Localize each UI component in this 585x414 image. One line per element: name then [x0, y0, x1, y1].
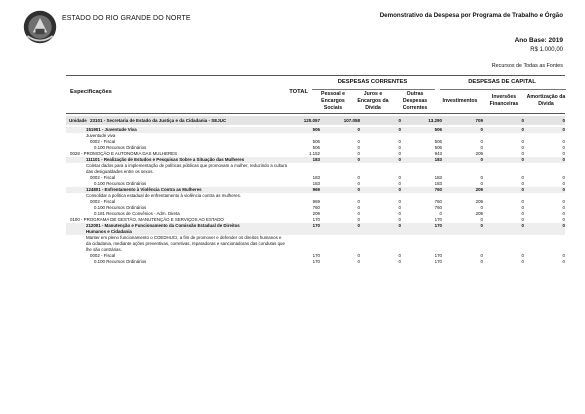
header-top-rule	[66, 75, 565, 76]
row-value: 760	[434, 187, 442, 192]
row-value: 0	[480, 157, 483, 162]
row-value: 0	[480, 175, 483, 180]
row-value: 760	[312, 205, 320, 210]
col-juros-header: Juros e Encargos da Dívida	[357, 91, 389, 111]
row-value: 506	[312, 145, 320, 150]
group-capital-underline	[440, 89, 566, 90]
row-value: 0	[357, 253, 360, 258]
row-value: 0	[398, 181, 401, 186]
col-investimentos-header: Investimentos	[442, 98, 478, 104]
especificacoes-header: Especificações	[70, 89, 112, 95]
row-label: 0028 - PROMOÇÃO E AUTONOMIA DAS MULHERES	[70, 151, 178, 156]
row-value: 0	[521, 205, 524, 210]
row-value: 0	[562, 217, 565, 222]
row-label: 0.100 Recursos Ordinários	[94, 181, 147, 186]
group-despesas-correntes: DESPESAS CORRENTES	[337, 79, 408, 85]
header-bottom-rule	[66, 113, 565, 114]
row-value: 0	[357, 151, 360, 156]
row-label: das desigualdades entre os sexos.	[86, 169, 154, 174]
row-label: Humanos e Cidadania	[86, 229, 132, 234]
table-row	[66, 259, 565, 265]
row-value: 0	[562, 145, 565, 150]
row-value: 0	[357, 157, 360, 162]
row-value: 0	[562, 175, 565, 180]
row-label: Juventude viva	[86, 133, 116, 138]
row-value: 0	[521, 253, 524, 258]
state-name: ESTADO DO RIO GRANDE DO NORTE	[62, 15, 191, 22]
row-value: 0	[398, 217, 401, 222]
row-value: 0	[480, 217, 483, 222]
unidade-value: 107.058	[343, 117, 360, 123]
col-pessoal-header: Pessoal e Encargos Sociais	[321, 91, 345, 111]
row-value: 0	[521, 211, 524, 216]
row-value: 969	[312, 199, 320, 204]
row-value: 506	[434, 127, 442, 132]
row-value: 0	[480, 259, 483, 264]
row-value: 0	[398, 205, 401, 210]
unidade-value: 0	[521, 117, 524, 123]
ano-base: Ano Base: 2019	[514, 37, 563, 44]
row-value: 183	[434, 175, 442, 180]
row-value: 170	[434, 253, 442, 258]
row-value: 0	[398, 211, 401, 216]
row-value: 0	[521, 217, 524, 222]
row-value: 183	[312, 181, 320, 186]
row-value: 0	[357, 259, 360, 264]
row-value: 0	[357, 145, 360, 150]
row-label: 0.100 Recursos Ordinários	[94, 259, 147, 264]
row-value: 506	[312, 127, 320, 132]
row-value: 0	[480, 139, 483, 144]
row-value: 506	[434, 139, 442, 144]
row-value: 0	[562, 151, 565, 156]
row-value: 0	[439, 211, 442, 216]
row-label: 0.100 Recursos Ordinários	[94, 205, 147, 210]
row-value: 0	[521, 199, 524, 204]
row-value: 209	[475, 187, 483, 192]
group-despesas-capital: DESPESAS DE CAPITAL	[468, 79, 536, 85]
col-amortizacao-header: Amortização da Dívida	[526, 94, 566, 107]
row-value: 0	[521, 223, 524, 228]
row-value: 0	[562, 211, 565, 216]
row-label: lhe são contrárias.	[86, 247, 122, 252]
row-label: Coletar dados para a implementação de políticas públicas que promovam a mulher, reduzindo a cultura	[86, 163, 288, 168]
col-outras-header: Outras Despesas Correntes	[402, 91, 428, 111]
state-seal-logo	[22, 9, 58, 45]
row-value: 183	[434, 157, 442, 162]
row-label: Consolidar a política estadual de enfrentamento à violência contra as mulheres.	[86, 193, 241, 198]
row-value: 0	[398, 145, 401, 150]
row-value: 0	[562, 127, 565, 132]
row-value: 0	[398, 253, 401, 258]
row-label: da cidadania, mediante ações preventivas, corretivas, reparadoras e sancionadoras das condutas que	[86, 241, 285, 246]
unidade-value: 120.057	[303, 117, 320, 123]
row-value: 170	[434, 259, 442, 264]
unidade-label: Unidade	[69, 117, 87, 123]
row-value: 0	[562, 181, 565, 186]
row-label: 0002 - Fiscal	[90, 253, 116, 258]
row-label: 212001 - Manutenção e Funcionamento da Comissão Estadual de Direitos	[86, 223, 240, 228]
row-value: 0	[562, 139, 565, 144]
row-label: 124801 - Enfrentamento à Violência Contra as Mulheres	[86, 187, 202, 192]
document-title: Demonstrativo da Despesa por Programa de Trabalho e Órgão	[379, 12, 563, 19]
row-value: 0	[398, 259, 401, 264]
unidade-value: 0	[398, 117, 401, 123]
col-inversoes-header: Inversões Financeiras	[489, 94, 519, 107]
row-value: 209	[475, 199, 483, 204]
row-value: 0	[480, 145, 483, 150]
row-value: 506	[434, 145, 442, 150]
total-header: TOTAL	[289, 89, 308, 95]
row-label: 0002 - Fiscal	[90, 139, 116, 144]
row-value: 170	[434, 223, 442, 228]
row-value: 0	[562, 223, 565, 228]
row-value: 0	[398, 175, 401, 180]
row-value: 0	[357, 211, 360, 216]
row-value: 969	[312, 187, 320, 192]
row-value: 0	[357, 181, 360, 186]
row-value: 506	[312, 139, 320, 144]
row-label: 0.100 Recursos Ordinários	[94, 145, 147, 150]
row-value: 0	[562, 157, 565, 162]
row-value: 170	[312, 259, 320, 264]
row-value: 760	[434, 199, 442, 204]
row-value: 0	[521, 259, 524, 264]
row-value: 0	[480, 253, 483, 258]
row-label: Manter em pleno funcionamento o COEDHUCI, a fim de promover e defender os direitos humanos e	[86, 235, 282, 240]
row-label: 0002 - Fiscal	[90, 175, 116, 180]
row-value: 0	[398, 127, 401, 132]
row-value: 0	[521, 157, 524, 162]
row-value: 170	[312, 217, 320, 222]
row-value: 0	[357, 217, 360, 222]
row-label: 0100 - PROGRAMA DE GESTÃO, MANUTENÇÃO E SERVIÇOS AO ESTADO	[70, 217, 224, 222]
row-value: 0	[521, 187, 524, 192]
row-label: 0.181 Recursos de Convênios - Adm. Direta	[94, 211, 180, 216]
row-value: 0	[521, 175, 524, 180]
row-label: 111101 - Realização de Estudos e Pesquisas Sobre a Situação das Mulheres	[86, 157, 245, 162]
row-value: 0	[480, 127, 483, 132]
row-value: 0	[357, 139, 360, 144]
row-value: 0	[357, 187, 360, 192]
row-value: 209	[312, 211, 320, 216]
row-value: 0	[357, 205, 360, 210]
row-value: 183	[434, 181, 442, 186]
currency-unit: R$ 1.000,00	[530, 47, 563, 53]
row-value: 0	[357, 175, 360, 180]
row-value: 0	[480, 205, 483, 210]
row-label: 0002 - Fiscal	[90, 199, 116, 204]
row-value: 0	[521, 151, 524, 156]
row-value: 0	[480, 223, 483, 228]
row-value: 0	[357, 199, 360, 204]
row-value: 170	[434, 217, 442, 222]
unidade-row	[66, 116, 565, 125]
row-value: 760	[434, 205, 442, 210]
row-value: 0	[398, 139, 401, 144]
unidade-value: 709	[475, 117, 483, 123]
row-value: 0	[398, 223, 401, 228]
row-value: 0	[398, 199, 401, 204]
row-value: 0	[480, 181, 483, 186]
group-correntes-underline	[312, 89, 435, 90]
row-value: 170	[312, 223, 320, 228]
row-value: 0	[562, 199, 565, 204]
recursos-label: Recursos de Todas as Fontes	[491, 63, 563, 69]
row-value: 0	[562, 253, 565, 258]
unidade-name: 23101 - Secretaria de Estado da Justiça e da Cidadania - SEJUC	[90, 117, 227, 123]
row-value: 209	[475, 151, 483, 156]
row-value: 1.152	[309, 151, 320, 156]
row-value: 0	[357, 223, 360, 228]
row-value: 0	[562, 187, 565, 192]
row-value: 0	[398, 157, 401, 162]
row-value: 209	[475, 211, 483, 216]
row-value: 0	[521, 181, 524, 186]
row-value: 0	[357, 127, 360, 132]
row-value: 0	[398, 151, 401, 156]
unidade-value: 13.290	[428, 117, 442, 123]
row-value: 183	[312, 175, 320, 180]
row-value: 0	[398, 187, 401, 192]
row-value: 0	[521, 127, 524, 132]
row-value: 183	[312, 157, 320, 162]
row-label: 151901 - Juventude Viva	[86, 127, 137, 132]
row-value: 943	[434, 151, 442, 156]
row-value: 0	[562, 259, 565, 264]
row-value: 0	[562, 205, 565, 210]
row-value: 0	[521, 139, 524, 144]
unidade-value: 0	[562, 117, 565, 123]
row-value: 0	[521, 145, 524, 150]
row-value: 170	[312, 253, 320, 258]
